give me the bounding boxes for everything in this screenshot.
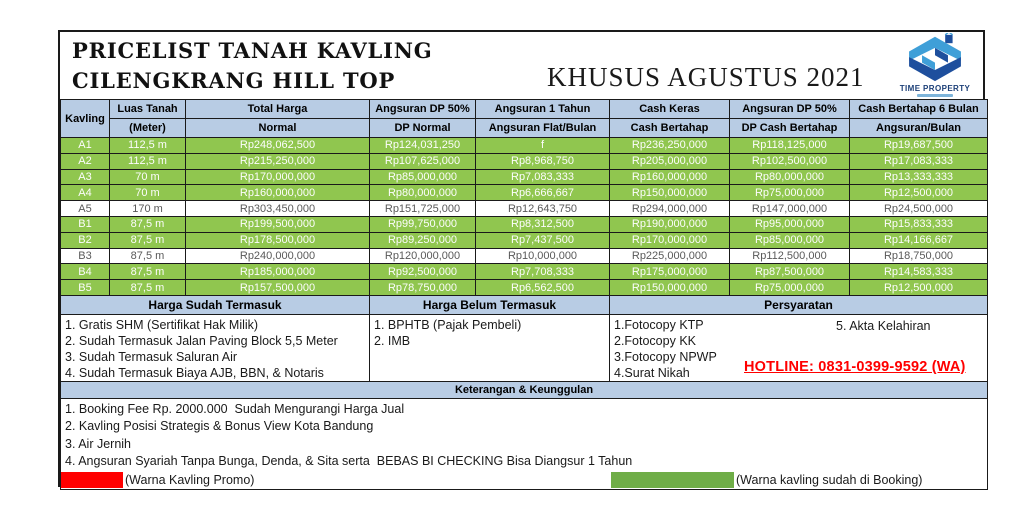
cell-total_normal: Rp157,500,000 (186, 280, 370, 296)
cell-cash_keras: Rp294,000,000 (610, 201, 730, 217)
keterangan-list (61, 399, 987, 471)
section-header-included: Harga Sudah Termasuk (61, 295, 370, 314)
cell-flat_bulan: Rp6,562,500 (476, 280, 610, 296)
time-property-logo (893, 33, 977, 97)
cell-kavling: A5 (61, 201, 110, 217)
cell-dp_normal: Rp78,750,000 (370, 280, 476, 296)
cell-flat_bulan: f (476, 138, 610, 154)
cell-angsuran_bulan: Rp12,500,000 (850, 280, 988, 296)
cell-angsuran_bulan: Rp13,333,333 (850, 169, 988, 185)
cell-cash_keras: Rp190,000,000 (610, 216, 730, 232)
logo-tagline-bar (917, 94, 953, 97)
cell-luas: 112,5 m (110, 138, 186, 154)
list-item: 1.Fotocopy KTP (614, 317, 704, 332)
promo-period-label: KHUSUS AGUSTUS 2021 (547, 62, 865, 92)
cell-dp_cash_bertahap: Rp87,500,000 (730, 264, 850, 280)
cell-total_normal: Rp240,000,000 (186, 248, 370, 264)
cell-dp_cash_bertahap: Rp112,500,000 (730, 248, 850, 264)
list-item: 3. Sudah Termasuk Saluran Air (65, 349, 238, 364)
cell-kavling: B3 (61, 248, 110, 264)
cell-luas: 112,5 m (110, 153, 186, 169)
hotline-number: HOTLINE: 0831-0399-9592 (WA) (744, 358, 966, 375)
cell-cash_keras: Rp160,000,000 (610, 169, 730, 185)
price-row-A4 (61, 185, 988, 201)
cell-cash_keras: Rp175,000,000 (610, 264, 730, 280)
list-item: 2. Sudah Termasuk Jalan Paving Block 5,5 Meter (65, 333, 338, 348)
col-header-total-1: Total Harga (186, 100, 370, 119)
list-item: 4. Angsuran Syariah Tanpa Bunga, Denda, & Sita serta BEBAS BI CHECKING Bisa Diangsur 1 Tahun (65, 454, 633, 469)
col-header-cash-keras-2: Cash Bertahap (610, 119, 730, 138)
cell-flat_bulan: Rp8,312,500 (476, 216, 610, 232)
list-item: 1. Booking Fee Rp. 2000.000 Sudah Mengurangi Harga Jual (65, 401, 405, 416)
col-header-total-2: Normal (186, 119, 370, 138)
cell-luas: 87,5 m (110, 280, 186, 296)
col-header-bertahap6-2: Angsuran/Bulan (850, 119, 988, 138)
cell-total_normal: Rp185,000,000 (186, 264, 370, 280)
col-header-dp-cash-1: Angsuran DP 50% (730, 100, 850, 119)
price-row-B4 (61, 264, 988, 280)
col-header-luas-2: (Meter) (110, 119, 186, 138)
list-item: 4.Surat Nikah (614, 365, 690, 380)
cell-dp_normal: Rp124,031,250 (370, 138, 476, 154)
list-item: 4. Sudah Termasuk Biaya AJB, BBN, & Notaris (65, 365, 324, 380)
cell-cash_keras: Rp150,000,000 (610, 185, 730, 201)
logo-brand-text: TIME PROPERTY (899, 84, 971, 93)
logo-mark-icon (897, 33, 973, 83)
cell-kavling: A2 (61, 153, 110, 169)
cell-angsuran_bulan: Rp12,500,000 (850, 185, 988, 201)
promo-color-swatch (61, 472, 123, 488)
promo-legend-label: (Warna Kavling Promo) (125, 472, 255, 487)
col-header-luas-1: Luas Tanah (110, 100, 186, 119)
cell-total_normal: Rp215,250,000 (186, 153, 370, 169)
cell-dp_cash_bertahap: Rp80,000,000 (730, 169, 850, 185)
section-header-excluded: Harga Belum Termasuk (370, 295, 610, 314)
cell-dp_normal: Rp80,000,000 (370, 185, 476, 201)
list-item: 3. Air Jernih (65, 436, 132, 451)
cell-flat_bulan: Rp7,083,333 (476, 169, 610, 185)
section-header-keterangan: Keterangan & Keunggulan (61, 381, 988, 398)
cell-dp_normal: Rp120,000,000 (370, 248, 476, 264)
cell-dp_normal: Rp92,500,000 (370, 264, 476, 280)
price-row-B2 (61, 232, 988, 248)
cell-dp_normal: Rp85,000,000 (370, 169, 476, 185)
col-header-bertahap6-1: Cash Bertahap 6 Bulan (850, 100, 988, 119)
cell-kavling: A3 (61, 169, 110, 185)
price-table-body (61, 138, 988, 296)
page-title: PRICELIST TANAH KAVLING (72, 38, 433, 63)
price-row-B3 (61, 248, 988, 264)
keterangan-cell (61, 398, 988, 489)
cell-dp_cash_bertahap: Rp118,125,000 (730, 138, 850, 154)
col-header-kavling: Kavling (61, 100, 110, 138)
cell-angsuran_bulan: Rp24,500,000 (850, 201, 988, 217)
col-header-cash-keras-1: Cash Keras (610, 100, 730, 119)
col-header-dp-cash-2: DP Cash Bertahap (730, 119, 850, 138)
cell-total_normal: Rp303,450,000 (186, 201, 370, 217)
cell-luas: 70 m (110, 185, 186, 201)
cell-dp_cash_bertahap: Rp85,000,000 (730, 232, 850, 248)
cell-luas: 87,5 m (110, 232, 186, 248)
booked-color-swatch (611, 472, 734, 488)
col-header-dp-normal-2: DP Normal (370, 119, 476, 138)
cell-luas: 87,5 m (110, 248, 186, 264)
list-item: 2. IMB (374, 333, 411, 348)
cell-dp_normal: Rp107,625,000 (370, 153, 476, 169)
cell-dp_cash_bertahap: Rp95,000,000 (730, 216, 850, 232)
cell-kavling: B2 (61, 232, 110, 248)
cell-flat_bulan: Rp7,437,500 (476, 232, 610, 248)
cell-luas: 170 m (110, 201, 186, 217)
col-header-dp-normal-1: Angsuran DP 50% (370, 100, 476, 119)
cell-kavling: A1 (61, 138, 110, 154)
cell-angsuran_bulan: Rp19,687,500 (850, 138, 988, 154)
price-row-B1 (61, 216, 988, 232)
cell-luas: 87,5 m (110, 216, 186, 232)
price-row-A3 (61, 169, 988, 185)
color-legend (61, 472, 987, 489)
list-item: 3.Fotocopy NPWP (614, 349, 717, 364)
cell-dp_normal: Rp151,725,000 (370, 201, 476, 217)
cell-kavling: A4 (61, 185, 110, 201)
col-header-flat-2: Angsuran Flat/Bulan (476, 119, 610, 138)
cell-luas: 70 m (110, 169, 186, 185)
requirements-cell (610, 314, 988, 381)
cell-kavling: B4 (61, 264, 110, 280)
cell-flat_bulan: Rp6,666,667 (476, 185, 610, 201)
cell-flat_bulan: Rp7,708,333 (476, 264, 610, 280)
requirement-item-5: 5. Akta Kelahiran (836, 318, 931, 333)
cell-cash_keras: Rp205,000,000 (610, 153, 730, 169)
cell-cash_keras: Rp236,250,000 (610, 138, 730, 154)
cell-cash_keras: Rp170,000,000 (610, 232, 730, 248)
list-item: 1. BPHTB (Pajak Pembeli) (374, 317, 522, 332)
cell-dp_cash_bertahap: Rp147,000,000 (730, 201, 850, 217)
section-header-requirements: Persyaratan (610, 295, 988, 314)
cell-flat_bulan: Rp10,000,000 (476, 248, 610, 264)
price-row-A1 (61, 138, 988, 154)
cell-cash_keras: Rp225,000,000 (610, 248, 730, 264)
cell-dp_cash_bertahap: Rp75,000,000 (730, 185, 850, 201)
cell-luas: 87,5 m (110, 264, 186, 280)
price-table (60, 99, 988, 490)
price-row-A5 (61, 201, 988, 217)
info-sections (61, 295, 988, 489)
cell-angsuran_bulan: Rp15,833,333 (850, 216, 988, 232)
cell-total_normal: Rp248,062,500 (186, 138, 370, 154)
cell-dp_normal: Rp89,250,000 (370, 232, 476, 248)
title-bar (60, 32, 983, 99)
cell-cash_keras: Rp150,000,000 (610, 280, 730, 296)
cell-total_normal: Rp170,000,000 (186, 169, 370, 185)
page-subtitle: CILENGKRANG HILL TOP (72, 68, 396, 93)
cell-dp_cash_bertahap: Rp75,000,000 (730, 280, 850, 296)
cell-dp_normal: Rp99,750,000 (370, 216, 476, 232)
booked-legend-label: (Warna kavling sudah di Booking) (736, 472, 923, 487)
list-item: 1. Gratis SHM (Sertifikat Hak Milik) (65, 317, 259, 332)
list-item: 2.Fotocopy KK (614, 333, 696, 348)
price-row-A2 (61, 153, 988, 169)
cell-total_normal: Rp160,000,000 (186, 185, 370, 201)
pricelist-sheet (58, 30, 985, 487)
cell-total_normal: Rp199,500,000 (186, 216, 370, 232)
cell-angsuran_bulan: Rp14,583,333 (850, 264, 988, 280)
cell-total_normal: Rp178,500,000 (186, 232, 370, 248)
cell-dp_cash_bertahap: Rp102,500,000 (730, 153, 850, 169)
cell-kavling: B5 (61, 280, 110, 296)
cell-angsuran_bulan: Rp14,166,667 (850, 232, 988, 248)
cell-flat_bulan: Rp8,968,750 (476, 153, 610, 169)
excluded-list (370, 314, 610, 381)
cell-angsuran_bulan: Rp18,750,000 (850, 248, 988, 264)
included-list (61, 314, 370, 381)
list-item: 2. Kavling Posisi Strategis & Bonus View Kota Bandung (65, 419, 374, 434)
cell-angsuran_bulan: Rp17,083,333 (850, 153, 988, 169)
col-header-flat-1: Angsuran 1 Tahun (476, 100, 610, 119)
price-row-B5 (61, 280, 988, 296)
price-table-header (61, 100, 988, 138)
cell-flat_bulan: Rp12,643,750 (476, 201, 610, 217)
cell-kavling: B1 (61, 216, 110, 232)
